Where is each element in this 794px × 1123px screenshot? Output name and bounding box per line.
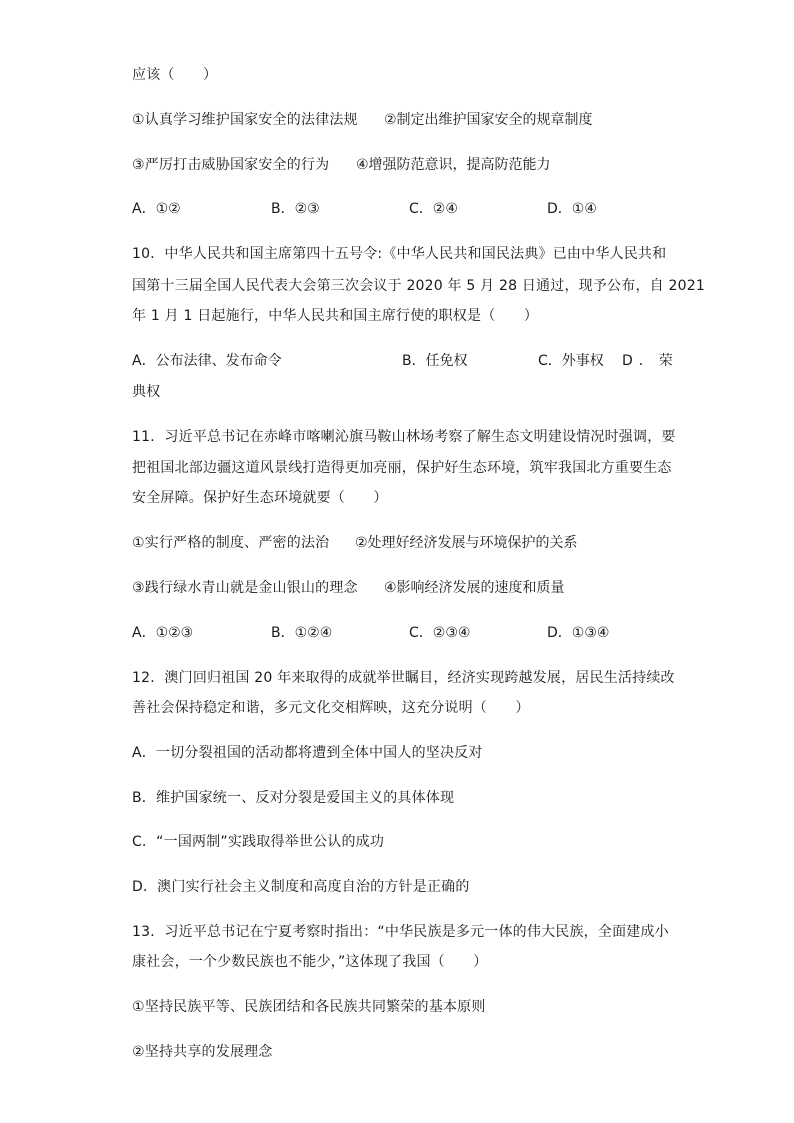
q10-stem-line-2: 国第十三届全国人民代表大会第三次会议于 2020 年 5 月 28 日通过，现予公布，自 2021 <box>132 278 705 294</box>
q9-option-b: B．②③ <box>271 201 320 217</box>
q11-option-a: A．①②③ <box>132 625 194 641</box>
q12-option-b: B．维护国家统一、反对分裂是爱国主义的具体体现 <box>132 790 455 806</box>
q9-option-c: C．②④ <box>409 201 458 217</box>
q11-statement-2: ②处理好经济发展与环境保护的关系 <box>355 535 578 551</box>
q9-statement-4: ④增强防范意识，提高防范能力 <box>356 157 551 173</box>
q12-stem-line-2: 善社会保持稳定和谐，多元文化交相辉映，这充分说明（ ） <box>132 700 530 716</box>
q13-stem-line-2: 康社会，一个少数民族也不能少，”这体现了我国（ ） <box>132 954 488 970</box>
q13-stem-line-1: 13．习近平总书记在宁夏考察时指出：“中华民族是多元一体的伟大民族，全面建成小 <box>132 924 669 940</box>
q12-stem-line-1: 12．澳门回归祖国 20 年来取得的成就举世瞩目，经济实现跨越发展，居民生活持续改 <box>132 670 675 686</box>
q11-stem-line-1: 11．习近平总书记在赤峰市喀喇沁旗马鞍山林场考察了解生态文明建设情况时强调，要 <box>132 429 676 445</box>
q11-statement-4: ④影响经济发展的速度和质量 <box>384 580 565 596</box>
q11-option-d: D．①③④ <box>547 625 610 641</box>
q9-statement-3: ③严厉打击威胁国家安全的行为 <box>132 157 330 173</box>
q10-stem-line-3: 年 1 月 1 日起施行，中华人民共和国主席行使的职权是（ ） <box>132 308 539 324</box>
q9-statement-1: ①认真学习维护国家安全的法律法规 <box>132 112 358 128</box>
q12-option-a: A．一切分裂祖国的活动都将遭到全体中国人的坚决反对 <box>132 745 483 761</box>
q13-statement-2: ②坚持共享的发展理念 <box>132 1044 273 1060</box>
q9-option-d: D．①④ <box>547 201 597 217</box>
q9-stem-tail: 应该（ ） <box>132 67 218 83</box>
q10-option-d-tail: 典权 <box>132 384 161 400</box>
q9-statement-2: ②制定出维护国家安全的规章制度 <box>384 112 593 128</box>
q12-option-c: C．“一国两制”实践取得举世公认的成功 <box>132 834 385 850</box>
q10-stem-line-1: 10．中华人民共和国主席第四十五号令:《中华人民共和国民法典》已由中华人民共和 <box>132 246 667 262</box>
q10-option-a: A．公布法律、发布命令 <box>132 353 282 369</box>
q10-option-b: B．任免权 <box>402 353 468 369</box>
q11-option-c: C．②③④ <box>409 625 471 641</box>
q11-stem-line-2: 把祖国北部边疆这道风景线打造得更加亮丽，保护好生态环境，筑牢我国北方重要生态 <box>132 460 672 476</box>
q11-option-b: B．①②④ <box>271 625 333 641</box>
q11-statement-3: ③践行绿水青山就是金山银山的理念 <box>132 580 358 596</box>
q12-option-d: D．澳门实行社会主义制度和高度自治的方针是正确的 <box>132 879 470 895</box>
q11-stem-line-3: 安全屏障。保护好生态环境就要（ ） <box>132 490 388 506</box>
q10-option-d: D．荣 <box>622 353 679 369</box>
q9-option-a: A．①② <box>132 201 181 217</box>
q11-statement-1: ①实行严格的制度、严密的法治 <box>132 535 330 551</box>
q10-option-c: C．外事权 <box>538 353 604 369</box>
q13-statement-1: ①坚持民族平等、民族团结和各民族共同繁荣的基本原则 <box>132 999 486 1015</box>
